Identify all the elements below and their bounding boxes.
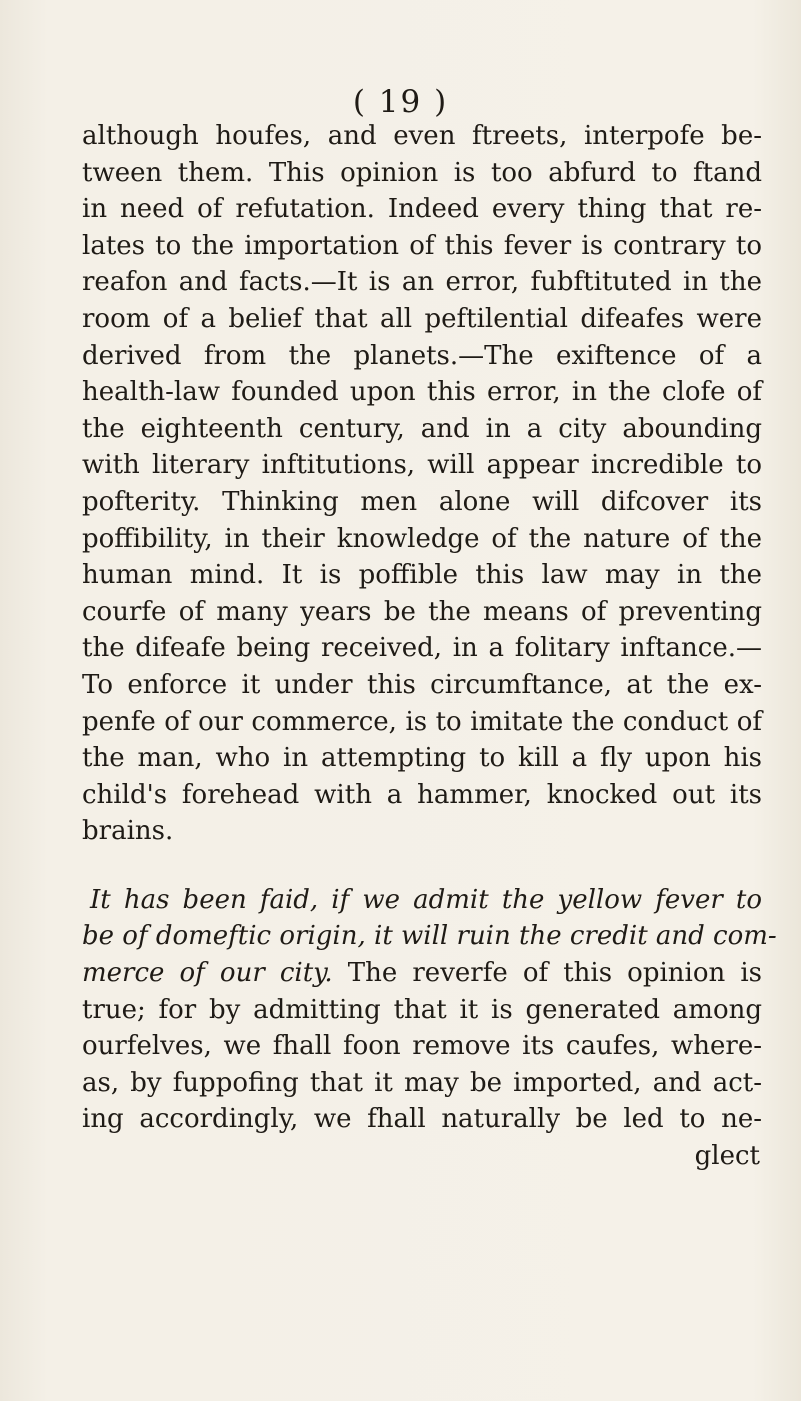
text-line: pofterity. Thinking men alone will difcover its	[82, 486, 762, 517]
text-line: courfe of many years be the means of preventing	[82, 596, 762, 627]
text-line: brains.	[82, 816, 174, 847]
text-line: lates to the importation of this fever is contrary to	[82, 230, 762, 261]
italic-text: It has been faid, if we admit the yellow fever to	[90, 884, 762, 915]
italic-line	[82, 882, 762, 919]
text-line: penfe of our commerce, is to imitate the conduct of	[82, 706, 762, 737]
text-line: derived from the planets.—The exiftence of a	[82, 340, 762, 371]
text-line: health-law founded upon this error, in the clofe of	[82, 377, 762, 408]
italic-text: be of domeftic origin, it will ruin the credit and com-	[82, 921, 777, 952]
paragraph-2	[82, 882, 777, 1175]
text-line: ourfelves, we fhall foon remove its caufes, where-	[82, 1031, 762, 1062]
text-line: the eighteenth century, and in a city abounding	[82, 413, 762, 444]
text-line: To enforce it under this circumftance, at the ex-	[82, 669, 762, 700]
text-line: poffibility, in their knowledge of the nature of the	[82, 523, 762, 554]
text-line: the man, who in attempting to kill a fly upon his	[82, 743, 762, 774]
roman-text: The reverfe of this opinion is	[332, 958, 763, 989]
paragraph-1	[82, 118, 762, 850]
text-line: human mind. It is poffible this law may in the	[82, 560, 762, 591]
text-line: true; for by admitting that it is generated among	[82, 994, 762, 1025]
text-line: with literary inftitutions, will appear incredible to	[82, 450, 762, 481]
text-line: reafon and facts.—It is an error, fubftituted in the	[82, 267, 762, 298]
text-line: ing accordingly, we fhall naturally be led to ne-	[82, 1104, 762, 1135]
text-line: child's forehead with a hammer, knocked out its	[82, 779, 762, 810]
text-line: room of a belief that all peftilential difeafes were	[82, 303, 762, 334]
paragraph-break	[82, 850, 762, 882]
text-line: as, by fuppofing that it may be imported, and act-	[82, 1067, 762, 1098]
page-number: ( 19 )	[352, 84, 449, 120]
italic-line	[82, 918, 777, 955]
catchword: glect	[694, 1141, 760, 1172]
italic-text: merce of our city.	[82, 958, 333, 989]
mixed-line	[82, 955, 762, 992]
text-line: in need of refutation. Indeed every thing that re-	[82, 194, 762, 225]
text-line: although houfes, and even ftreets, interpofe be-	[82, 121, 762, 151]
text-line: tween them. This opinion is too abfurd to ftand	[82, 157, 762, 188]
page-body	[82, 118, 777, 1175]
text-line: the difeafe being received, in a folitary inftance.—	[82, 633, 762, 664]
